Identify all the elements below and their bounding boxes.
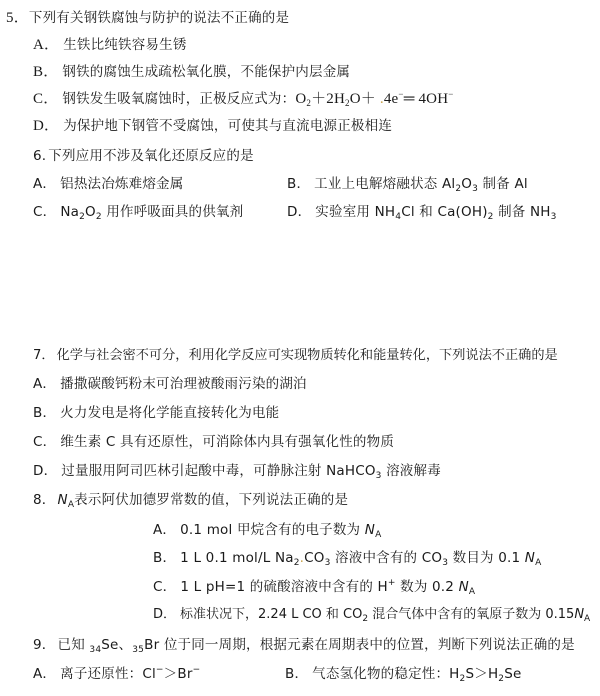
question-7-option-d: D． 过量服用阿司匹林引起酸中毒，可静脉注射 NaHCO$_3$ 溶液解毒 — [33, 463, 441, 481]
question-6-option-b: B． 工业上电解熔融状态 $Al_2O_3$ 制备 Al — [287, 176, 528, 194]
option-label: C． — [33, 434, 57, 450]
question-5-option-c — [33, 90, 454, 108]
option-label: D． — [153, 607, 177, 622]
option-label: A． — [33, 376, 57, 392]
question-5-option-b — [33, 63, 350, 81]
option-label: C． — [33, 204, 57, 220]
option-label: B． — [285, 666, 309, 682]
question-6-stem — [33, 147, 254, 165]
question-6-option-a — [33, 175, 183, 193]
question-9-option-a: A． 离子还原性：Cl−＞Br− — [33, 665, 201, 682]
option-label: A． — [33, 666, 57, 682]
question-8-option-c: C． 1 L pH=1 的硫酸溶液中含有的 H+ 数为 0.2 $N_A$ — [153, 578, 476, 597]
option-label: B． — [287, 176, 311, 192]
question-7-option-a — [33, 375, 307, 393]
question-7-option-b — [33, 404, 279, 422]
question-6-option-d: D． 实验室用 $NH_4Cl$ 和 $Ca(OH)_2$ 制备 $NH_3$ — [287, 204, 557, 222]
question-9-option-b: B． 气态氢化物的稳定性：$H_2S>H_2Se$ — [285, 666, 522, 684]
option-text: 播撒碳酸钙粉末可治理被酸雨污染的湖泊 — [60, 376, 307, 392]
question-number: 8． — [33, 492, 56, 508]
question-text: 化学与社会密不可分，利用化学反应可实现物质转化和能量转化，下列说法不正确的是 — [56, 348, 558, 363]
option-label: A． — [153, 522, 177, 538]
question-8-option-b: B． 1 L 0.1 mol/L $Na_2.CO_3$ 溶液中含有的 $CO_3$ 数目为 0.1 $N_A$ — [153, 550, 542, 568]
option-label: B． — [33, 405, 57, 421]
option-text: 火力发电是将化学能直接转化为电能 — [60, 405, 280, 421]
question-number: 7． — [33, 348, 55, 363]
question-number: 5． — [6, 10, 29, 26]
question-6-option-c: C． $Na_2O_2$ 用作呼吸面具的供氧剂 — [33, 204, 244, 222]
question-text: 下列应用不涉及氧化还原反应的是 — [48, 148, 254, 164]
option-text: 为保护地下钢管不受腐蚀，可使其与直流电源正极相连 — [63, 118, 393, 134]
option-label: B． — [33, 64, 59, 80]
question-8-stem: 8． $N_A$表示阿伏加德罗常数的值，下列说法正确的是 — [33, 492, 349, 510]
question-5-stem — [6, 9, 289, 27]
question-7-stem — [33, 347, 558, 365]
option-label: D． — [33, 118, 60, 134]
question-number: 6. — [33, 148, 47, 164]
equation: $O_2+2H_2O+$ .4e−═ 4OH− — [295, 89, 454, 108]
question-5-option-a — [33, 36, 187, 54]
option-text: 维生素 C 具有还原性，可消除体内具有强氧化性的物质 — [60, 434, 395, 450]
option-text: 铝热法冶炼难熔金属 — [60, 176, 184, 192]
question-5-option-d — [33, 117, 392, 135]
question-8-option-a: A． 0.1 mol 甲烷含有的电子数为 $N_A$ — [153, 522, 382, 540]
option-label: C． — [33, 91, 59, 107]
question-9-stem: 9． 已知 $_{34}$Se、$_{35}$Br 位于同一周期，根据元素在周期表中的位置，判断下列说法正确的是 — [33, 637, 575, 655]
question-text: 表示阿伏加德罗常数的值，下列说法正确的是 — [74, 492, 349, 508]
question-7-option-c — [33, 433, 394, 451]
option-label: B． — [153, 550, 177, 566]
option-label: A． — [33, 176, 57, 192]
question-8-option-d: D． 标准状况下，2.24 L CO 和 $CO_2$ 混合气体中含有的氧原子数为 $0.15N_A$ — [153, 607, 591, 624]
option-text: 生铁比纯铁容易生锈 — [63, 37, 187, 53]
question-text: 位于同一周期，根据元素在周期表中的位置，判断下列说法正确的是 — [159, 637, 575, 653]
option-label: C． — [153, 579, 177, 595]
option-text: 钢铁发生吸氧腐蚀时，正极反应式为： — [62, 91, 296, 107]
question-text: 下列有关钢铁腐蚀与防护的说法不正确的是 — [28, 10, 290, 26]
option-text: 钢铁的腐蚀生成疏松氧化膜，不能保护内层金属 — [62, 64, 351, 80]
option-label: A． — [33, 37, 60, 53]
question-number: 9． — [33, 637, 56, 653]
option-label: D． — [33, 463, 58, 479]
option-label: D． — [287, 204, 312, 220]
